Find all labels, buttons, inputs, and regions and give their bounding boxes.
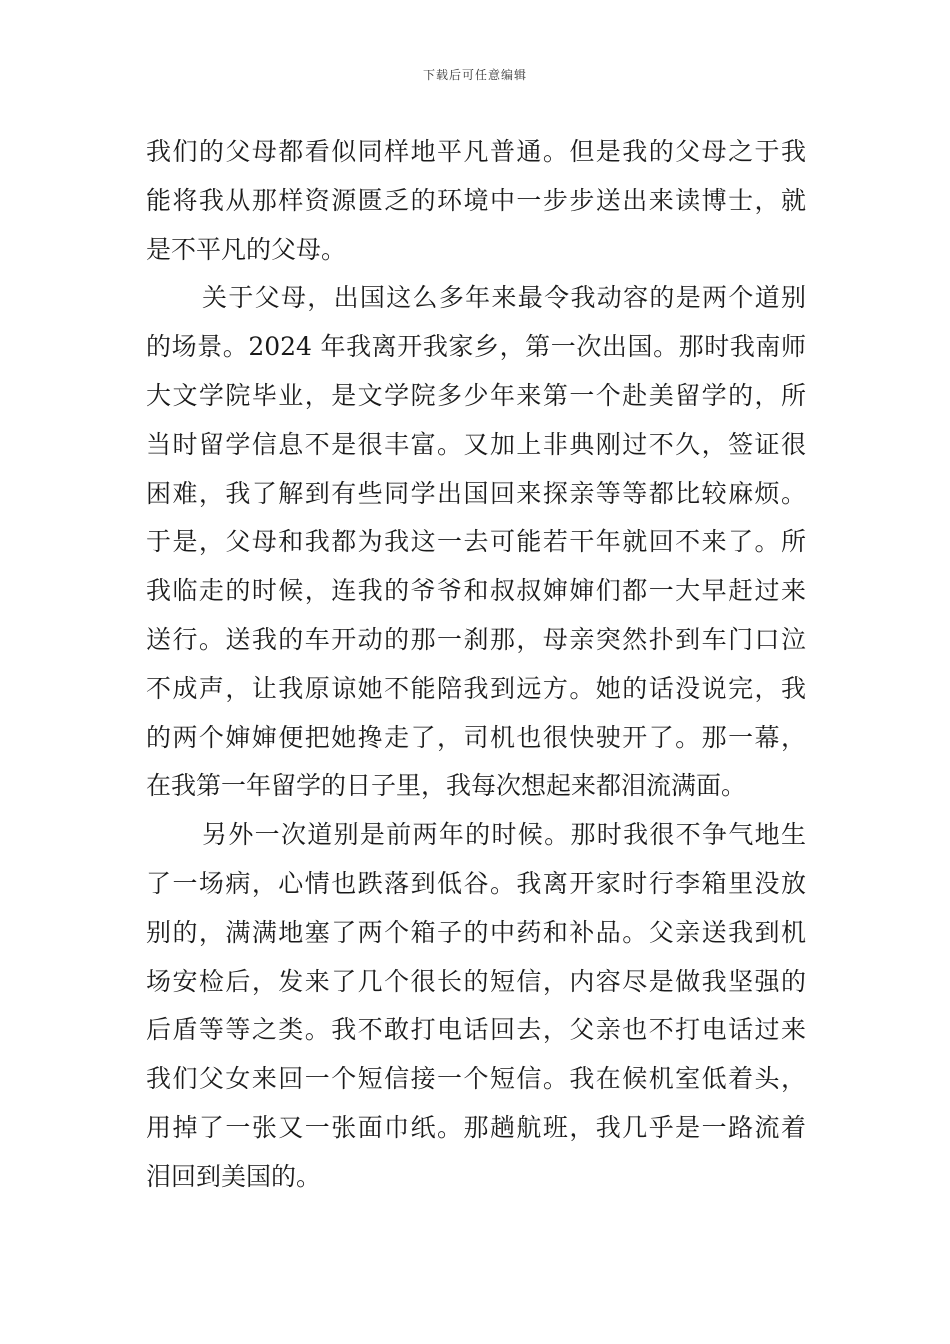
paragraph	[146, 274, 806, 811]
paragraph-line: 另外一次道别是前两年的时候。那时我很不争气地生	[202, 820, 806, 850]
page-header: 下载后可任意编辑	[422, 68, 527, 82]
paragraph-line: 别的，满满地塞了两个箱子的中药和补品。父亲送我到机	[146, 917, 806, 947]
paragraph-line: 关于父母，出国这么多年来最令我动容的是两个道别	[202, 283, 806, 313]
paragraph-line: 泪回到美国的。	[146, 1161, 322, 1191]
paragraph-line: 我们父女来回一个短信接一个短信。我在候机室低着头，	[146, 1064, 806, 1094]
paragraph-line: 能将我从那样资源匮乏的环境中一步步送出来读博士，就	[146, 185, 806, 215]
paragraph-line: 大文学院毕业，是文学院多少年来第一个赴美留学的，所	[146, 380, 806, 410]
paragraph-line: 不成声，让我原谅她不能陪我到远方。她的话没说完，我	[146, 673, 806, 703]
paragraph-line: 于是，父母和我都为我这一去可能若干年就回不来了。所	[146, 527, 806, 557]
paragraph-line: 当时留学信息不是很丰富。又加上非典刚过不久，签证很	[146, 429, 806, 459]
paragraph-line: 送行。送我的车开动的那一刹那，母亲突然扑到车门口泣	[146, 624, 806, 654]
paragraph-line: 的两个婶婶便把她搀走了，司机也很快驶开了。那一幕，	[146, 722, 806, 752]
paragraph-line: 我临走的时候，连我的爷爷和叔叔婶婶们都一大早赶过来	[146, 576, 806, 606]
paragraph-line: 后盾等等之类。我不敢打电话回去，父亲也不打电话过来	[146, 1015, 806, 1045]
paragraph	[146, 128, 806, 274]
paragraph-line: 是不平凡的父母。	[146, 234, 347, 264]
paragraph-line: 用掉了一张又一张面巾纸。那趟航班，我几乎是一路流着	[146, 1112, 806, 1142]
paragraph-line: 困难，我了解到有些同学出国回来探亲等等都比较麻烦。	[146, 478, 806, 508]
paragraph-line: 我们的父母都看似同样地平凡普通。但是我的父母之于我	[146, 137, 806, 166]
document-body	[146, 128, 806, 1202]
paragraph-line: 的场景。2024 年我离开我家乡，第一次出国。那时我南师	[146, 332, 806, 362]
paragraph-line: 在我第一年留学的日子里，我每次想起来都泪流满面。	[146, 771, 747, 801]
paragraph	[146, 811, 806, 1201]
paragraph-line: 了一场病，心情也跌落到低谷。我离开家时行李箱里没放	[146, 868, 806, 898]
paragraph-line: 场安检后，发来了几个很长的短信，内容尽是做我坚强的	[146, 966, 806, 996]
